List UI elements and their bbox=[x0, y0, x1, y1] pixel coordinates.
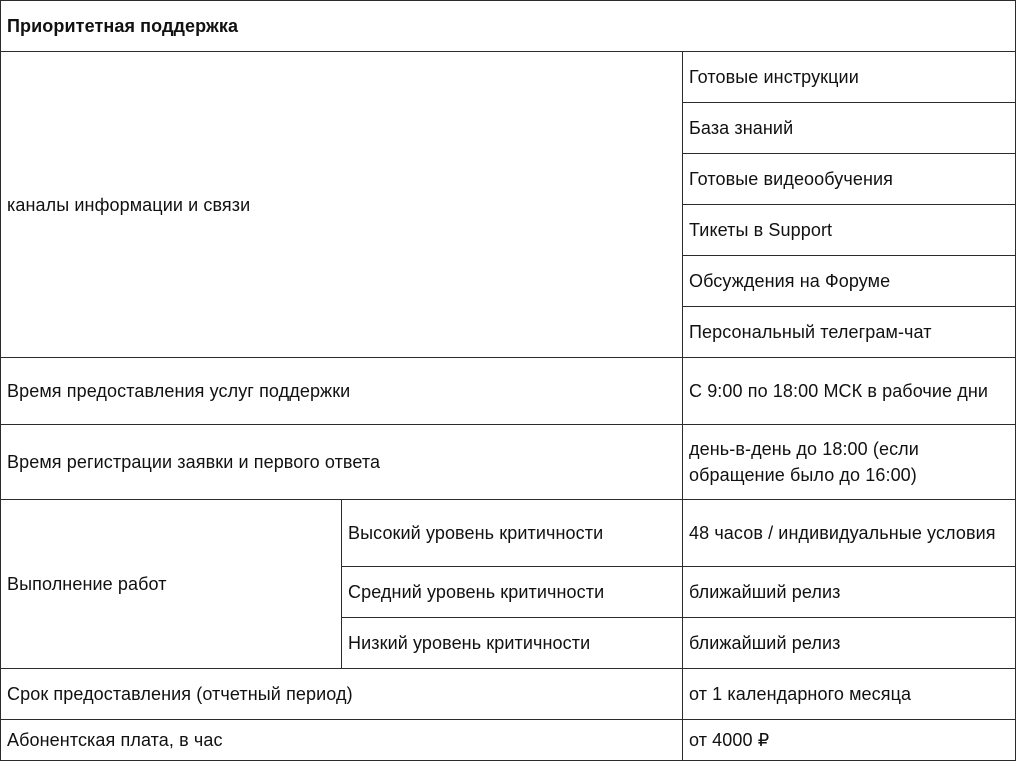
channels-label: каналы информации и связи bbox=[1, 52, 683, 358]
channel-item: Готовые инструкции bbox=[683, 52, 1016, 103]
criticality-level-value: ближайший релиз bbox=[683, 567, 1016, 618]
period-value: от 1 календарного месяца bbox=[683, 669, 1016, 720]
table-row bbox=[1, 52, 1016, 103]
fee-value: от 4000 ₽ bbox=[683, 720, 1016, 761]
table-row bbox=[1, 358, 1016, 425]
channel-item: Готовые видеообучения bbox=[683, 154, 1016, 205]
fee-label: Абонентская плата, в час bbox=[1, 720, 683, 761]
table-row bbox=[1, 720, 1016, 761]
period-label: Срок предоставления (отчетный период) bbox=[1, 669, 683, 720]
criticality-level-label: Средний уровень критичности bbox=[342, 567, 683, 618]
channel-item: Обсуждения на Форуме bbox=[683, 256, 1016, 307]
service-time-value: С 9:00 по 18:00 МСК в рабочие дни bbox=[683, 358, 1016, 425]
table-row bbox=[1, 425, 1016, 500]
table-row bbox=[1, 669, 1016, 720]
work-label: Выполнение работ bbox=[1, 500, 342, 669]
criticality-level-value: 48 часов / индивидуальные условия bbox=[683, 500, 1016, 567]
channel-item: Тикеты в Support bbox=[683, 205, 1016, 256]
table-title: Приоритетная поддержка bbox=[1, 1, 1016, 52]
response-time-label: Время регистрации заявки и первого ответа bbox=[1, 425, 683, 500]
table-row bbox=[1, 500, 1016, 567]
channel-item: База знаний bbox=[683, 103, 1016, 154]
criticality-level-value: ближайший релиз bbox=[683, 618, 1016, 669]
channel-item: Персональный телеграм-чат bbox=[683, 307, 1016, 358]
criticality-level-label: Низкий уровень критичности bbox=[342, 618, 683, 669]
criticality-level-label: Высокий уровень критичности bbox=[342, 500, 683, 567]
service-time-label: Время предоставления услуг поддержки bbox=[1, 358, 683, 425]
table-header-row bbox=[1, 1, 1016, 52]
response-time-value: день-в-день до 18:00 (если обращение было до 16:00) bbox=[683, 425, 1016, 500]
